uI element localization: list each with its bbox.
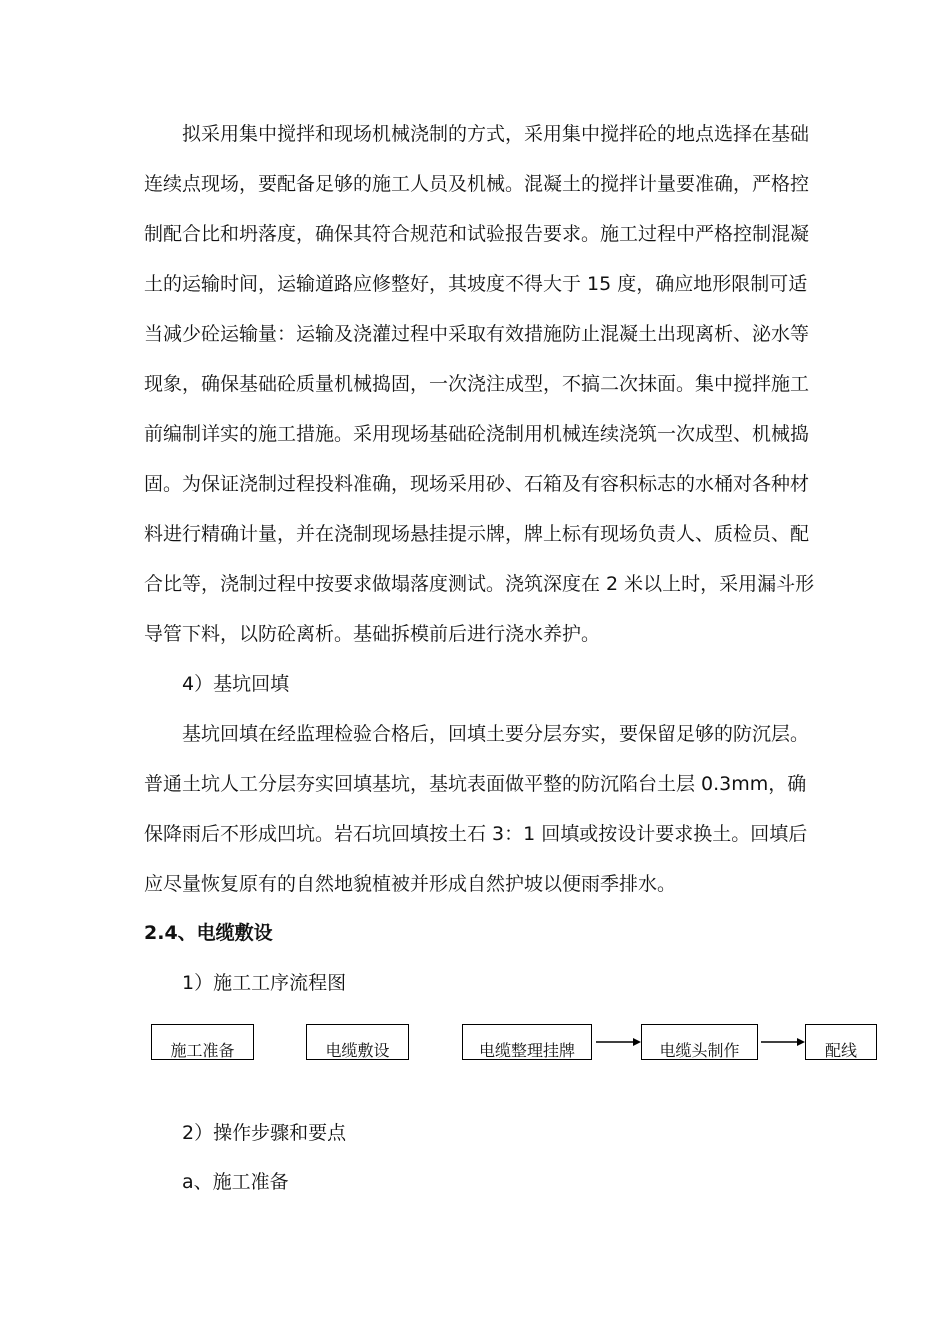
text-line: 保降雨后不形成凹坑。岩石坑回填按土石 3：1 回填或按设计要求换土。回填后: [144, 823, 808, 845]
text-line: 当减少砼运输量：运输及浇灌过程中采取有效措施防止混凝土出现离析、泌水等: [144, 323, 810, 345]
text-line: 拟采用集中搅拌和现场机械浇制的方式，采用集中搅拌砼的地点选择在基础: [182, 123, 810, 145]
text-line: 应尽量恢复原有的自然地貌植被并形成自然护坡以便雨季排水。: [144, 873, 677, 895]
flow-step-box: 电缆敷设: [306, 1024, 409, 1060]
text-line: 基坑回填在经监理检验合格后，回填土要分层夯实，要保留足够的防沉层。: [182, 723, 810, 745]
text-line: 料进行精确计量，并在浇制现场悬挂提示牌，牌上标有现场负责人、质检员、配: [144, 523, 810, 545]
section-heading: 2.4、电缆敷设: [144, 922, 273, 944]
text-line: 合比等，浇制过程中按要求做塌落度测试。浇筑深度在 2 米以上时，采用漏斗形: [144, 573, 815, 595]
text-line: 普通土坑人工分层夯实回填基坑，基坑表面做平整的防沉陷台土层 0.3mm，确: [144, 773, 807, 795]
flow-arrow-icon: [596, 1036, 641, 1048]
subheading-preparation: a、施工准备: [182, 1171, 289, 1193]
subheading-flowchart: 1）施工工序流程图: [182, 972, 347, 994]
subheading-backfill: 4）基坑回填: [182, 673, 290, 695]
flow-step-box: 配线: [805, 1024, 877, 1060]
flow-step-box: 施工准备: [151, 1024, 254, 1060]
text-line: 制配合比和坍落度，确保其符合规范和试验报告要求。施工过程中严格控制混凝: [144, 223, 810, 245]
text-line: 现象，确保基础砼质量机械捣固，一次浇注成型，不搞二次抹面。集中搅拌施工: [144, 373, 810, 395]
text-line: 连续点现场，要配备足够的施工人员及机械。混凝土的搅拌计量要准确，严格控: [144, 173, 810, 195]
text-line: 土的运输时间，运输道路应修整好，其坡度不得大于 15 度，确应地形限制可适: [144, 273, 808, 295]
text-line: 导管下料，以防砼离析。基础拆模前后进行浇水养护。: [144, 623, 601, 645]
flow-arrow-icon: [761, 1036, 805, 1048]
flow-step-box: 电缆整理挂牌: [462, 1024, 592, 1060]
text-line: 前编制详实的施工措施。采用现场基础砼浇制用机械连续浇筑一次成型、机械捣: [144, 423, 810, 445]
subheading-steps: 2）操作步骤和要点: [182, 1122, 347, 1144]
text-line: 固。为保证浇制过程投料准确，现场采用砂、石箱及有容积标志的水桶对各种材: [144, 473, 810, 495]
flow-step-box: 电缆头制作: [641, 1024, 758, 1060]
